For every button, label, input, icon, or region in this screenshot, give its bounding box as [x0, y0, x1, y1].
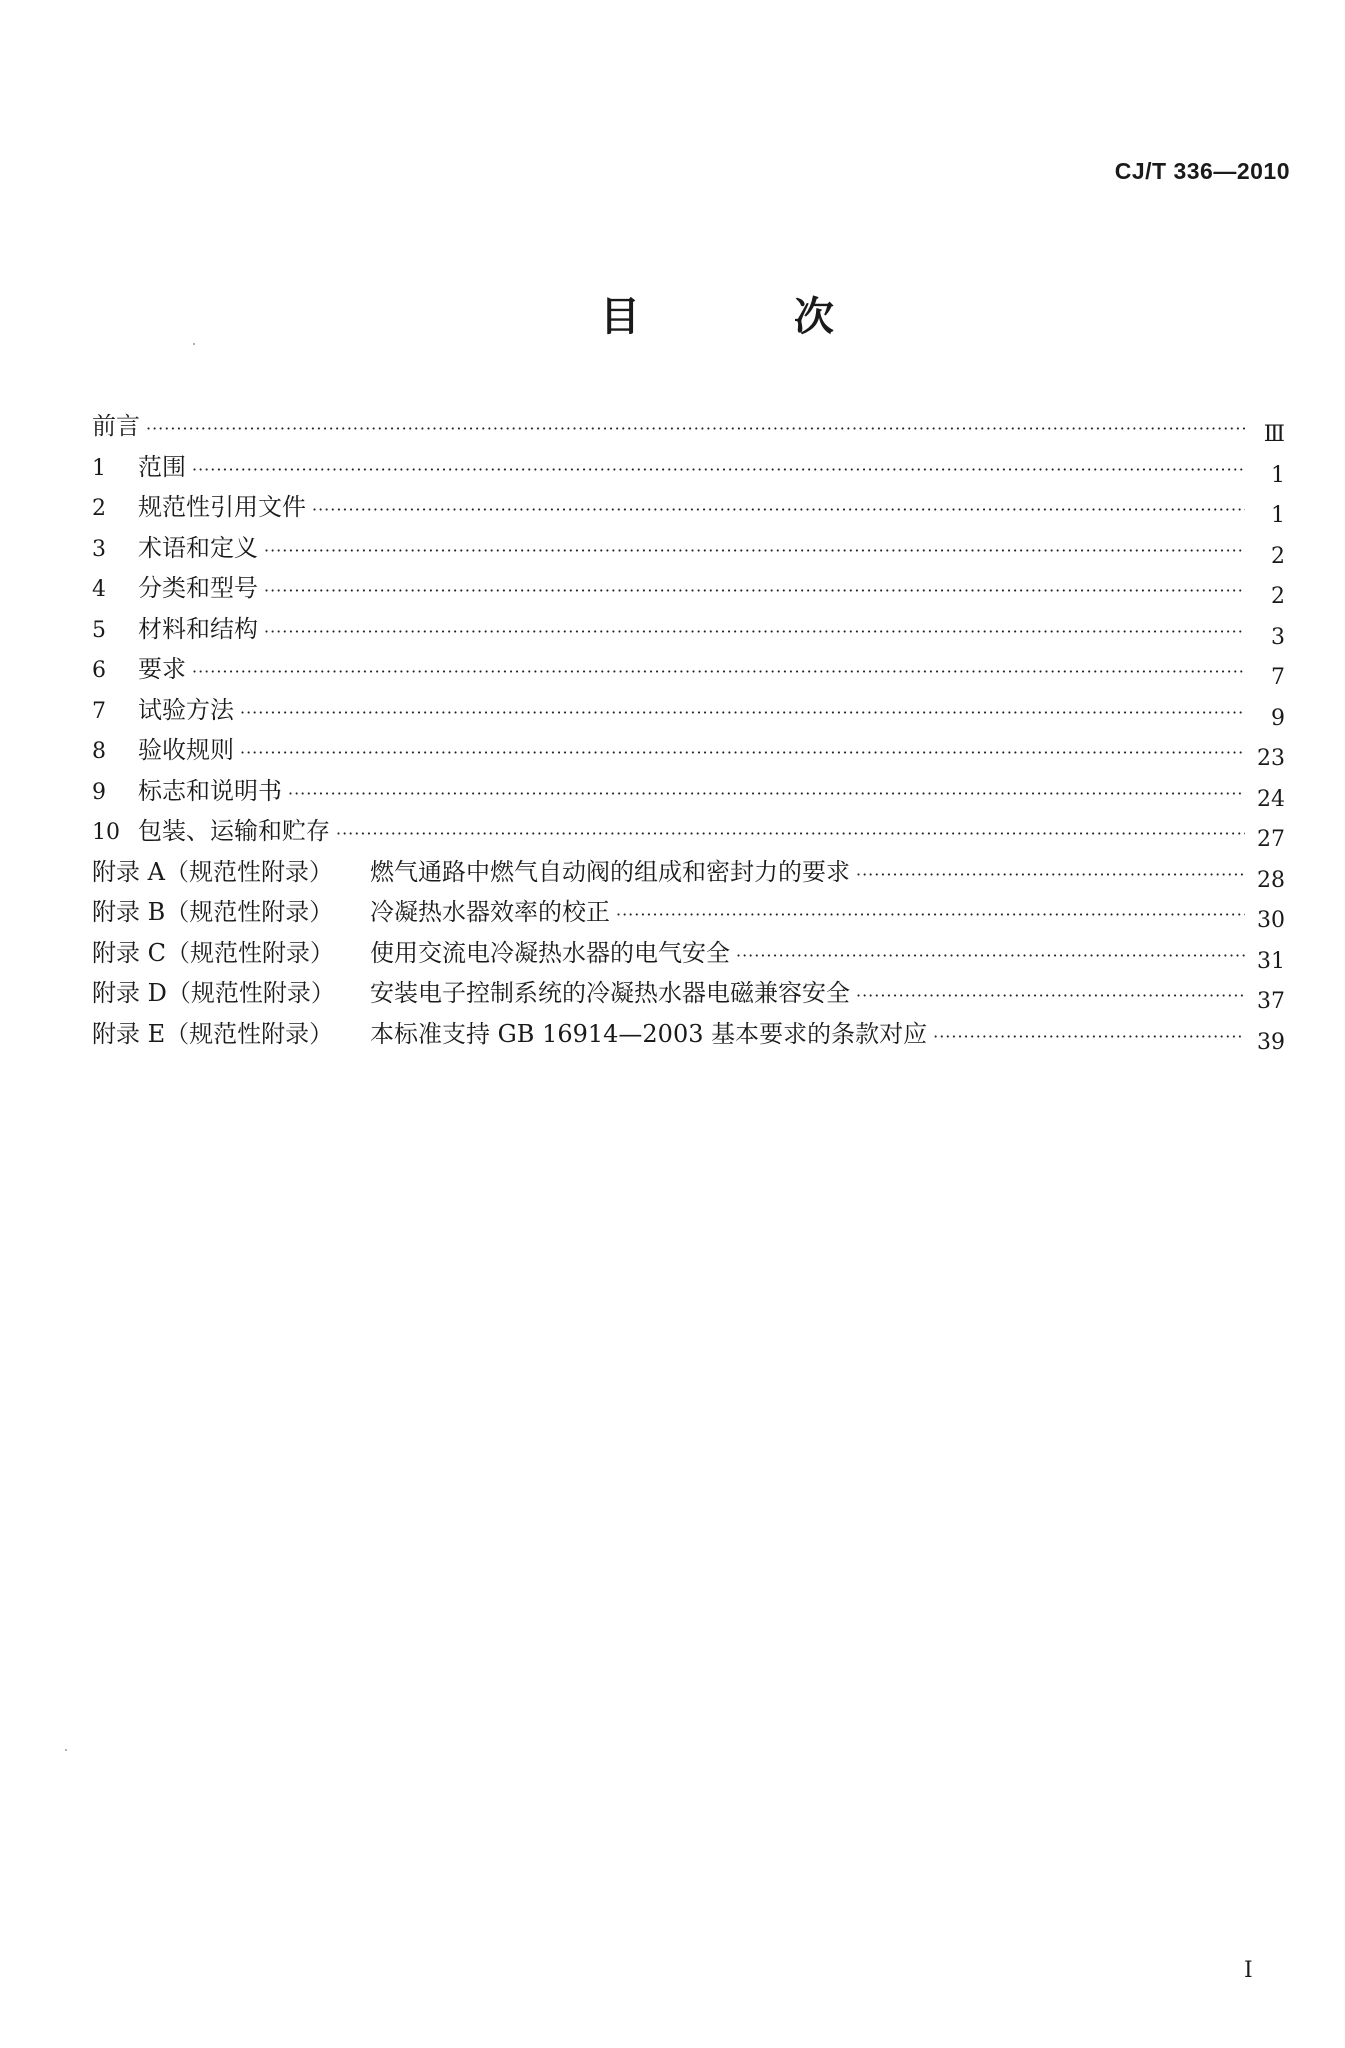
toc-entry-page: 37 — [1257, 989, 1285, 1014]
table-of-contents — [92, 406, 1285, 1054]
appendix-prefix: 附录 E（规范性附录） — [92, 1019, 334, 1048]
toc-entry-page: 7 — [1271, 665, 1285, 690]
toc-leader-dots — [856, 976, 1245, 1016]
appendix-prefix: 附录 C（规范性附录） — [92, 938, 334, 967]
toc-leader-dots — [856, 855, 1245, 895]
toc-entry-page: 2 — [1271, 543, 1285, 569]
toc-entry-5[interactable] — [92, 609, 1285, 650]
toc-leader-dots — [312, 490, 1245, 530]
toc-entry-2[interactable] — [92, 487, 1285, 528]
toc-leader-dots — [736, 936, 1245, 976]
toc-entry-label: 范围 — [138, 452, 186, 481]
toc-leader-dots — [192, 652, 1245, 692]
toc-entry-page: 28 — [1257, 867, 1285, 893]
standard-code: CJ/T 336—2010 — [1114, 158, 1290, 184]
toc-entry-label: 包装、运输和贮存 — [138, 817, 330, 845]
toc-appendix-d[interactable] — [92, 973, 1285, 1014]
scan-speck — [65, 1749, 67, 1751]
toc-leader-dots — [616, 895, 1245, 935]
toc-entry-page: 23 — [1257, 746, 1285, 771]
toc-entry-label: 要求 — [138, 655, 186, 683]
toc-entry-number: 7 — [92, 698, 106, 724]
toc-entry-number: 1 — [92, 455, 106, 481]
toc-leader-dots — [933, 1017, 1245, 1057]
toc-entry-label: 前言 — [92, 412, 140, 440]
toc-entry-9[interactable] — [92, 771, 1285, 812]
toc-entry-number: 3 — [92, 536, 106, 562]
toc-entry-3[interactable] — [92, 528, 1285, 569]
appendix-label: 安装电子控制系统的冷凝热水器电磁兼容安全 — [370, 979, 850, 1007]
appendix-prefix: 附录 A（规范性附录） — [92, 857, 333, 886]
appendix-prefix: 附录 D（规范性附录） — [92, 979, 335, 1007]
appendix-label: 本标准支持 GB 16914—2003 基本要求的条款对应 — [370, 1019, 928, 1048]
toc-entry-8[interactable] — [92, 730, 1285, 771]
page-number: Ⅰ — [1244, 1958, 1253, 1983]
appendix-label: 使用交流电冷凝热水器的电气安全 — [370, 938, 730, 967]
toc-entry-page: 24 — [1257, 786, 1285, 812]
appendix-label: 冷凝热水器效率的校正 — [370, 898, 610, 926]
toc-entry-4[interactable] — [92, 568, 1285, 609]
toc-leader-dots — [264, 571, 1245, 611]
toc-entry-page: 27 — [1257, 827, 1285, 852]
toc-leader-dots — [192, 450, 1245, 490]
toc-entry-page: 2 — [1271, 584, 1285, 609]
toc-entry-10[interactable] — [92, 811, 1285, 852]
page-title: 目 次 — [600, 294, 904, 340]
toc-entry-number: 6 — [92, 658, 106, 683]
toc-entry-label: 规范性引用文件 — [138, 493, 306, 521]
toc-entry-label: 标志和说明书 — [138, 776, 282, 805]
appendix-prefix: 附录 B（规范性附录） — [92, 898, 334, 926]
toc-entry-6[interactable] — [92, 649, 1285, 690]
toc-entry-7[interactable] — [92, 690, 1285, 731]
toc-leader-dots — [240, 693, 1245, 733]
toc-entry-number: 10 — [92, 820, 120, 845]
toc-appendix-e[interactable] — [92, 1014, 1285, 1055]
toc-leader-dots — [336, 814, 1245, 854]
toc-entry-page: 3 — [1271, 624, 1285, 650]
toc-entry-number: 8 — [92, 739, 106, 764]
toc-appendix-a[interactable] — [92, 852, 1285, 893]
toc-entry-page: 1 — [1271, 503, 1285, 528]
toc-entry-page: 9 — [1271, 705, 1285, 731]
toc-leader-dots — [240, 733, 1245, 773]
toc-entry-page: 30 — [1257, 908, 1285, 933]
toc-entry-label: 分类和型号 — [138, 574, 258, 602]
toc-appendix-c[interactable] — [92, 933, 1285, 974]
toc-entry-page: 31 — [1257, 948, 1285, 974]
toc-appendix-b[interactable] — [92, 892, 1285, 933]
toc-entry-page: 39 — [1257, 1029, 1285, 1055]
toc-entry-foreword[interactable] — [92, 406, 1285, 447]
toc-leader-dots — [264, 531, 1245, 571]
toc-entry-number: 2 — [92, 496, 106, 521]
toc-entry-number: 9 — [92, 779, 106, 805]
toc-entry-label: 术语和定义 — [138, 533, 258, 562]
toc-entry-label: 材料和结构 — [138, 614, 258, 643]
toc-entry-page: Ⅲ — [1263, 422, 1285, 447]
appendix-label: 燃气通路中燃气自动阀的组成和密封力的要求 — [370, 857, 850, 886]
toc-entry-number: 4 — [92, 577, 106, 602]
toc-entry-page: 1 — [1271, 462, 1285, 488]
toc-leader-dots — [288, 774, 1245, 814]
toc-leader-dots — [146, 409, 1245, 449]
toc-entry-label: 验收规则 — [138, 736, 234, 764]
toc-leader-dots — [264, 612, 1245, 652]
toc-entry-1[interactable] — [92, 447, 1285, 488]
scan-speck — [193, 343, 195, 345]
toc-entry-label: 试验方法 — [138, 695, 234, 724]
toc-entry-number: 5 — [92, 617, 106, 643]
